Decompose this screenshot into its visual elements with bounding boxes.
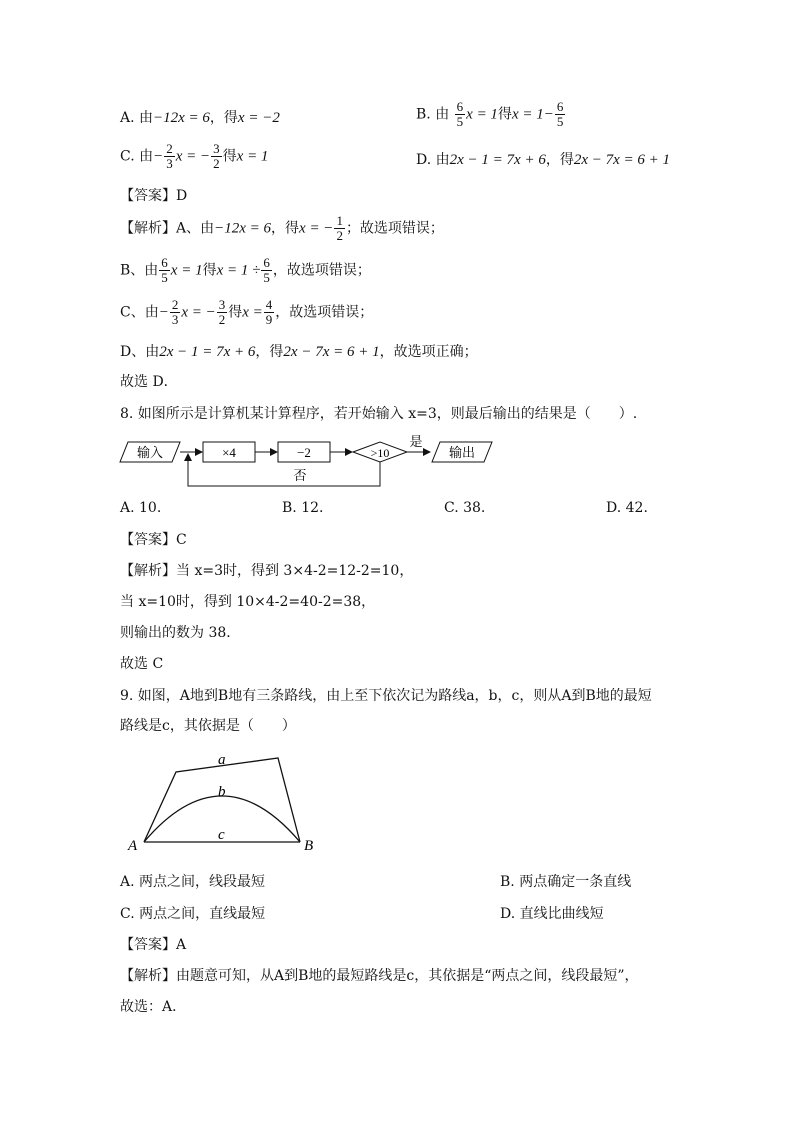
q8-option-c: C. 38.	[444, 500, 486, 516]
q8-conclusion: 故选 C	[120, 656, 164, 672]
q8-analysis-3: 则输出的数为 38．	[120, 625, 241, 641]
q8-flowchart	[110, 434, 510, 490]
flow-multiply-label: ×4	[222, 445, 236, 460]
flow-condition-label: >10	[370, 446, 390, 460]
q7-analysis-c: C、由− $\frac{2}{3}$ x = − $\frac{3}{2}$ 得x = $\frac{4}{9}$ ，故选项错误；	[120, 297, 374, 327]
q9-option-c: C. 两点之间，直线最短	[120, 906, 266, 922]
q7-analysis-b: B、由 $\frac{6}{5}$ x = 1得x = 1 ÷ $\frac{6}{5}$ ，故选项错误；	[120, 255, 371, 285]
q7-analysis-a: 【解析】A、由−12x = 6，得x = − $\frac{1}{2}$ ；故选项错误；	[120, 213, 444, 243]
point-b-label: B	[304, 838, 314, 854]
q8-analysis-2: 当 x=10时，得到 10×4-2=40-2=38，	[120, 594, 376, 610]
q9-stem-line1: 9. 如图，A地到B地有三条路线，由上至下依次记为路线a，b，c，则从A到B地的最短	[120, 688, 652, 704]
q7-option-a: A. 由−12x = 6，得x = −2	[120, 110, 280, 126]
q9-option-d: D. 直线比曲线短	[500, 906, 604, 922]
q7-option-c: C. 由− $\frac{2}{3}$ x = − $\frac{3}{2}$ 得x = 1	[120, 141, 269, 171]
q9-stem-line2: 路线是c，其依据是（ ）	[120, 718, 296, 734]
q8-answer: 【答案】C	[120, 532, 187, 548]
q9-route-figure	[120, 746, 330, 858]
flow-no-label: 否	[293, 468, 307, 483]
q7-option-d: D. 由2x − 1 = 7x + 6，得2x − 7x = 6 + 1	[416, 152, 671, 168]
q8-option-d: D. 42.	[606, 500, 648, 516]
q8-option-b: B. 12.	[282, 500, 324, 516]
flow-yes-label: 是	[409, 434, 423, 449]
q7-answer: 【答案】D	[120, 188, 188, 204]
route-a-label: a	[218, 752, 226, 768]
flow-subtract-label: −2	[297, 445, 311, 460]
flow-input-label: 输入	[136, 445, 164, 460]
q8-analysis-1: 【解析】当 x=3时，得到 3×4-2=12-2=10，	[120, 563, 414, 579]
q9-option-a: A. 两点之间，线段最短	[120, 874, 266, 890]
flow-output-label: 输出	[448, 445, 476, 460]
q8-stem: 8. 如图所示是计算机某计算程序，若开始输入 x=3，则最后输出的结果是（ ）.	[120, 406, 638, 422]
point-a-label: A	[128, 838, 138, 854]
q7-conclusion: 故选 D．	[120, 374, 178, 390]
q8-option-a: A. 10.	[120, 500, 162, 516]
q9-analysis: 【解析】由题意可知，从A到B地的最短路线是c，其依据是“两点之间，线段最短”，	[120, 968, 639, 984]
q7-option-b: B. 由 $\frac{6}{5}$ x = 1得x = 1− $\frac{6}{5}$	[416, 99, 564, 129]
route-b-label: b	[218, 784, 226, 800]
route-c-label: c	[218, 827, 225, 843]
q9-conclusion: 故选：A．	[120, 999, 187, 1015]
q7-analysis-d: D、由2x − 1 = 7x + 6，得2x − 7x = 6 + 1，故选项正确；	[120, 344, 478, 360]
q9-option-b: B. 两点确定一条直线	[500, 874, 632, 890]
q9-answer: 【答案】A	[120, 937, 187, 953]
